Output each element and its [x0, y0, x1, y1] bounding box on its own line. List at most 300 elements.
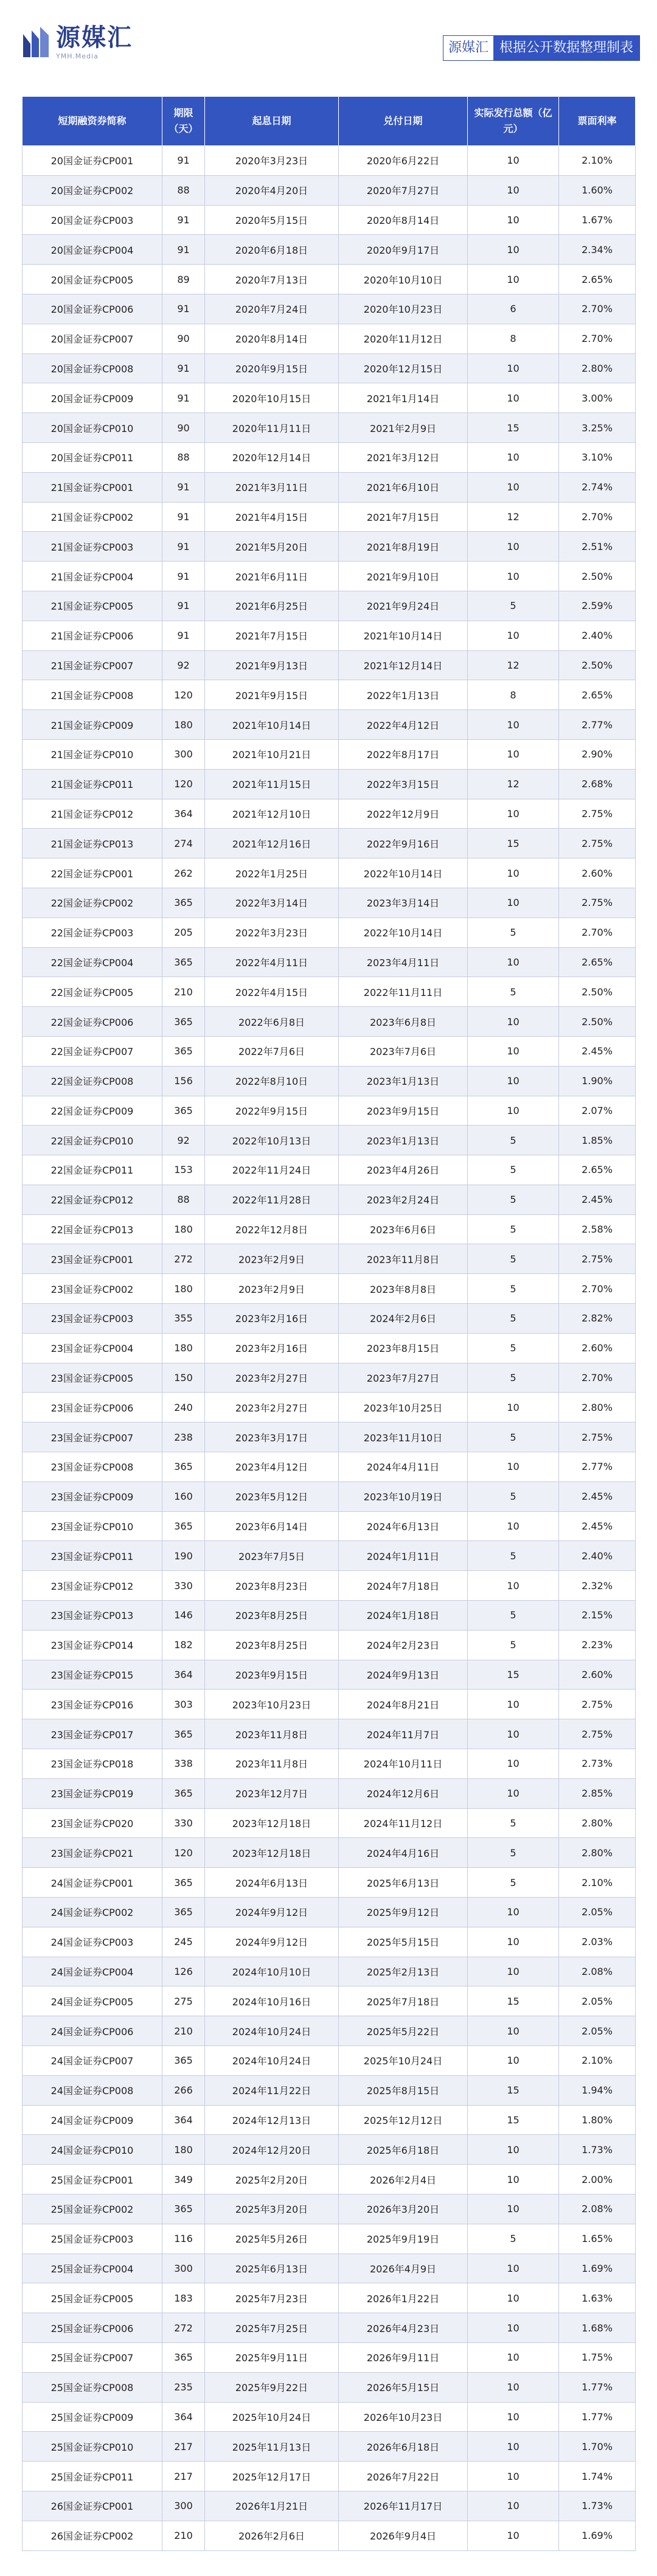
cell-name: 20国金证券CP006 [23, 294, 162, 324]
cell-value-date: 2024年10月10日 [205, 1957, 339, 1986]
cell-term: 300 [162, 739, 205, 769]
cell-value-date: 2023年11月8日 [205, 1749, 339, 1779]
cell-term: 210 [162, 2521, 205, 2550]
cell-coupon-rate: 2.00% [559, 2165, 636, 2195]
cell-maturity-date: 2025年5月22日 [339, 2016, 468, 2046]
cell-term: 235 [162, 2372, 205, 2402]
table-row [23, 1363, 636, 1393]
cell-value-date: 2023年2月9日 [205, 1274, 339, 1304]
cell-maturity-date: 2023年1月13日 [339, 1126, 468, 1155]
cell-name: 24国金证券CP010 [23, 2135, 162, 2165]
cell-issue-amount: 10 [468, 2135, 559, 2165]
cell-term: 245 [162, 1927, 205, 1957]
cell-coupon-rate: 2.75% [559, 829, 636, 858]
cell-coupon-rate: 2.65% [559, 265, 636, 294]
cell-coupon-rate: 2.08% [559, 1957, 636, 1986]
cell-name: 25国金证券CP006 [23, 2313, 162, 2343]
cell-issue-amount: 10 [468, 2046, 559, 2076]
cell-issue-amount: 15 [468, 1986, 559, 2016]
cell-maturity-date: 2020年12月15日 [339, 353, 468, 383]
cell-value-date: 2022年11月28日 [205, 1185, 339, 1214]
cell-issue-amount: 10 [468, 1927, 559, 1957]
cell-issue-amount: 10 [468, 1007, 559, 1037]
cell-value-date: 2020年3月23日 [205, 146, 339, 176]
cell-term: 338 [162, 1749, 205, 1779]
cell-value-date: 2025年5月26日 [205, 2224, 339, 2254]
cell-issue-amount: 8 [468, 324, 559, 353]
cell-maturity-date: 2023年8月15日 [339, 1333, 468, 1363]
cell-value-date: 2022年9月15日 [205, 1096, 339, 1126]
cell-value-date: 2020年6月18日 [205, 235, 339, 265]
cell-name: 22国金证券CP013 [23, 1214, 162, 1244]
cell-coupon-rate: 3.00% [559, 383, 636, 413]
cell-issue-amount: 8 [468, 680, 559, 710]
cell-issue-amount: 5 [468, 1601, 559, 1631]
cell-name: 21国金证券CP001 [23, 472, 162, 502]
cell-value-date: 2023年2月27日 [205, 1393, 339, 1422]
cell-name: 20国金证券CP009 [23, 383, 162, 413]
cell-value-date: 2024年9月12日 [205, 1898, 339, 1927]
cell-issue-amount: 5 [468, 1808, 559, 1838]
cell-maturity-date: 2023年9月15日 [339, 1096, 468, 1126]
cell-coupon-rate: 2.10% [559, 1868, 636, 1898]
cell-issue-amount: 5 [468, 1630, 559, 1660]
cell-term: 146 [162, 1601, 205, 1631]
cell-term: 120 [162, 680, 205, 710]
cell-name: 21国金证券CP009 [23, 710, 162, 740]
cell-coupon-rate: 2.70% [559, 324, 636, 353]
cell-maturity-date: 2022年8月17日 [339, 739, 468, 769]
cell-value-date: 2020年7月24日 [205, 294, 339, 324]
cell-maturity-date: 2020年8月14日 [339, 205, 468, 235]
cell-issue-amount: 10 [468, 1571, 559, 1601]
table-row [23, 769, 636, 799]
cell-coupon-rate: 1.90% [559, 1066, 636, 1096]
cell-coupon-rate: 1.69% [559, 2254, 636, 2283]
cell-name: 22国金证券CP004 [23, 947, 162, 977]
table-row [23, 205, 636, 235]
table-row [23, 1096, 636, 1126]
cell-name: 20国金证券CP008 [23, 353, 162, 383]
cell-maturity-date: 2020年10月10日 [339, 265, 468, 294]
cell-issue-amount: 10 [468, 353, 559, 383]
cell-term: 272 [162, 1244, 205, 1274]
cell-term: 90 [162, 324, 205, 353]
table-row [23, 1868, 636, 1898]
cell-value-date: 2025年2月20日 [205, 2165, 339, 2195]
cell-coupon-rate: 1.73% [559, 2491, 636, 2521]
cell-term: 180 [162, 2135, 205, 2165]
cell-term: 365 [162, 1007, 205, 1037]
table-row [23, 1630, 636, 1660]
table-row [23, 1066, 636, 1096]
cell-coupon-rate: 2.75% [559, 1690, 636, 1719]
cell-issue-amount: 10 [468, 2342, 559, 2372]
cell-term: 364 [162, 799, 205, 829]
cell-maturity-date: 2022年10月14日 [339, 917, 468, 947]
table-row [23, 977, 636, 1007]
table-row [23, 265, 636, 294]
cell-coupon-rate: 1.69% [559, 2521, 636, 2550]
header-coupon-rate: 票面利率 [559, 97, 636, 146]
cell-name: 20国金证券CP004 [23, 235, 162, 265]
table-row [23, 1778, 636, 1808]
cell-name: 24国金证券CP004 [23, 1957, 162, 1986]
cell-value-date: 2023年2月16日 [205, 1333, 339, 1363]
cell-coupon-rate: 1.85% [559, 1126, 636, 1155]
cell-term: 92 [162, 650, 205, 680]
cell-value-date: 2022年11月24日 [205, 1155, 339, 1185]
cell-maturity-date: 2026年1月22日 [339, 2283, 468, 2313]
cell-issue-amount: 5 [468, 1838, 559, 1868]
table-row [23, 1808, 636, 1838]
cell-name: 21国金证券CP010 [23, 739, 162, 769]
cell-term: 349 [162, 2165, 205, 2195]
cell-coupon-rate: 2.65% [559, 1155, 636, 1185]
cell-maturity-date: 2021年10月14日 [339, 621, 468, 650]
cell-maturity-date: 2022年3月15日 [339, 769, 468, 799]
cell-coupon-rate: 1.77% [559, 2402, 636, 2432]
cell-value-date: 2021年7月15日 [205, 621, 339, 650]
cell-coupon-rate: 2.40% [559, 621, 636, 650]
cell-maturity-date: 2024年11月7日 [339, 1719, 468, 1749]
cell-maturity-date: 2021年3月12日 [339, 442, 468, 472]
brand-logo [22, 24, 133, 60]
cell-name: 22国金证券CP005 [23, 977, 162, 1007]
cell-issue-amount: 10 [468, 799, 559, 829]
cell-term: 160 [162, 1481, 205, 1511]
cell-term: 303 [162, 1690, 205, 1719]
cell-maturity-date: 2022年9月16日 [339, 829, 468, 858]
table-header-row [23, 97, 636, 146]
cell-coupon-rate: 2.45% [559, 1481, 636, 1511]
cell-name: 21国金证券CP004 [23, 562, 162, 591]
cell-issue-amount: 10 [468, 1957, 559, 1986]
cell-term: 365 [162, 1778, 205, 1808]
cell-maturity-date: 2021年9月24日 [339, 591, 468, 621]
cell-value-date: 2021年9月13日 [205, 650, 339, 680]
cell-name: 23国金证券CP008 [23, 1452, 162, 1482]
cell-value-date: 2025年3月20日 [205, 2194, 339, 2224]
cell-term: 205 [162, 917, 205, 947]
cell-term: 365 [162, 1719, 205, 1749]
cell-issue-amount: 10 [468, 1066, 559, 1096]
cell-name: 26国金证券CP002 [23, 2521, 162, 2550]
cell-value-date: 2026年2月6日 [205, 2521, 339, 2550]
cell-issue-amount: 10 [468, 235, 559, 265]
cell-maturity-date: 2023年2月24日 [339, 1185, 468, 1214]
cell-coupon-rate: 2.50% [559, 1007, 636, 1037]
cell-coupon-rate: 2.82% [559, 1304, 636, 1334]
cell-coupon-rate: 2.70% [559, 1363, 636, 1393]
cell-coupon-rate: 2.70% [559, 1274, 636, 1304]
cell-value-date: 2020年9月15日 [205, 353, 339, 383]
cell-issue-amount: 10 [468, 2254, 559, 2283]
cell-maturity-date: 2024年6月13日 [339, 1511, 468, 1541]
cell-term: 262 [162, 858, 205, 888]
cell-issue-amount: 10 [468, 739, 559, 769]
cell-coupon-rate: 1.67% [559, 205, 636, 235]
cell-name: 22国金证券CP002 [23, 888, 162, 917]
cell-term: 150 [162, 1363, 205, 1393]
cell-term: 180 [162, 1274, 205, 1304]
table-row [23, 1511, 636, 1541]
table-row [23, 2432, 636, 2462]
table-row [23, 2313, 636, 2343]
cell-term: 365 [162, 888, 205, 917]
table-row [23, 2165, 636, 2195]
cell-value-date: 2025年7月25日 [205, 2313, 339, 2343]
cell-coupon-rate: 2.80% [559, 1808, 636, 1838]
cell-name: 23国金证券CP016 [23, 1690, 162, 1719]
cell-maturity-date: 2023年8月8日 [339, 1274, 468, 1304]
cell-maturity-date: 2026年11月17日 [339, 2491, 468, 2521]
cell-issue-amount: 10 [468, 383, 559, 413]
cell-maturity-date: 2020年9月17日 [339, 235, 468, 265]
brand-name: 源媒汇 [56, 24, 133, 52]
cell-issue-amount: 10 [468, 621, 559, 650]
cell-term: 365 [162, 1511, 205, 1541]
cell-value-date: 2024年10月16日 [205, 1986, 339, 2016]
table-row [23, 2016, 636, 2046]
table-row [23, 1126, 636, 1155]
cell-value-date: 2023年11月8日 [205, 1719, 339, 1749]
table-body [23, 146, 636, 2551]
cell-name: 22国金证券CP012 [23, 1185, 162, 1214]
cell-maturity-date: 2024年9月13日 [339, 1660, 468, 1690]
cell-maturity-date: 2022年12月9日 [339, 799, 468, 829]
cell-value-date: 2024年12月13日 [205, 2105, 339, 2135]
cell-term: 272 [162, 2313, 205, 2343]
cell-coupon-rate: 2.50% [559, 562, 636, 591]
cell-maturity-date: 2021年6月10日 [339, 472, 468, 502]
cell-issue-amount: 10 [468, 1898, 559, 1927]
cell-value-date: 2021年9月15日 [205, 680, 339, 710]
cell-coupon-rate: 2.70% [559, 294, 636, 324]
table-row [23, 562, 636, 591]
table-row [23, 1957, 636, 1986]
cell-value-date: 2020年10月15日 [205, 383, 339, 413]
cell-value-date: 2021年10月14日 [205, 710, 339, 740]
cell-value-date: 2022年7月6日 [205, 1036, 339, 1066]
cell-issue-amount: 12 [468, 650, 559, 680]
table-row [23, 917, 636, 947]
cell-maturity-date: 2025年6月13日 [339, 1868, 468, 1898]
cell-issue-amount: 5 [468, 1481, 559, 1511]
cell-name: 22国金证券CP008 [23, 1066, 162, 1096]
cell-issue-amount: 5 [468, 1363, 559, 1393]
cell-maturity-date: 2020年6月22日 [339, 146, 468, 176]
table-row [23, 2491, 636, 2521]
cell-issue-amount: 5 [468, 917, 559, 947]
cell-issue-amount: 10 [468, 2491, 559, 2521]
cell-term: 91 [162, 146, 205, 176]
table-row [23, 1481, 636, 1511]
cell-name: 22国金证券CP007 [23, 1036, 162, 1066]
cell-term: 364 [162, 2105, 205, 2135]
cell-coupon-rate: 2.50% [559, 650, 636, 680]
cell-name: 23国金证券CP007 [23, 1422, 162, 1452]
cell-coupon-rate: 2.68% [559, 769, 636, 799]
table-row [23, 1690, 636, 1719]
cell-term: 266 [162, 2075, 205, 2105]
source-tag-brand: 源媒汇 [443, 36, 493, 60]
cell-issue-amount: 10 [468, 265, 559, 294]
cell-coupon-rate: 2.32% [559, 1571, 636, 1601]
cell-issue-amount: 10 [468, 710, 559, 740]
cell-name: 23国金证券CP012 [23, 1571, 162, 1601]
cell-value-date: 2021年12月16日 [205, 829, 339, 858]
cell-maturity-date: 2025年7月18日 [339, 1986, 468, 2016]
cell-coupon-rate: 2.73% [559, 1749, 636, 1779]
table-row [23, 2402, 636, 2432]
table-row [23, 1660, 636, 1690]
cell-name: 23国金证券CP018 [23, 1749, 162, 1779]
cell-maturity-date: 2026年3月20日 [339, 2194, 468, 2224]
table-row [23, 829, 636, 858]
cell-term: 240 [162, 1393, 205, 1422]
cell-name: 25国金证券CP009 [23, 2402, 162, 2432]
cell-term: 364 [162, 2402, 205, 2432]
cell-maturity-date: 2021年9月10日 [339, 562, 468, 591]
cell-issue-amount: 10 [468, 562, 559, 591]
cell-term: 88 [162, 442, 205, 472]
cell-coupon-rate: 2.08% [559, 2194, 636, 2224]
table-row [23, 146, 636, 176]
table-row [23, 1155, 636, 1185]
cell-coupon-rate: 2.75% [559, 888, 636, 917]
cell-name: 21国金证券CP005 [23, 591, 162, 621]
cell-coupon-rate: 1.80% [559, 2105, 636, 2135]
cell-issue-amount: 5 [468, 591, 559, 621]
cell-value-date: 2022年8月10日 [205, 1066, 339, 1096]
table-row [23, 2075, 636, 2105]
cell-coupon-rate: 1.75% [559, 2342, 636, 2372]
table-row [23, 1036, 636, 1066]
cell-name: 21国金证券CP007 [23, 650, 162, 680]
table-row [23, 680, 636, 710]
cell-name: 21国金证券CP012 [23, 799, 162, 829]
cell-maturity-date: 2024年2月6日 [339, 1304, 468, 1334]
cell-value-date: 2020年11月11日 [205, 413, 339, 443]
table-row [23, 383, 636, 413]
cell-term: 91 [162, 383, 205, 413]
cell-coupon-rate: 2.77% [559, 1452, 636, 1482]
cell-term: 217 [162, 2432, 205, 2462]
cell-maturity-date: 2026年9月4日 [339, 2521, 468, 2550]
cell-coupon-rate: 2.80% [559, 1838, 636, 1868]
cell-issue-amount: 10 [468, 146, 559, 176]
cell-maturity-date: 2021年1月14日 [339, 383, 468, 413]
cell-value-date: 2022年4月15日 [205, 977, 339, 1007]
cell-name: 25国金证券CP003 [23, 2224, 162, 2254]
cell-coupon-rate: 1.63% [559, 2283, 636, 2313]
cell-coupon-rate: 3.25% [559, 413, 636, 443]
header-maturity-date: 兑付日期 [339, 97, 468, 146]
cell-term: 120 [162, 1838, 205, 1868]
cell-value-date: 2020年5月15日 [205, 205, 339, 235]
cell-name: 20国金证券CP010 [23, 413, 162, 443]
cell-coupon-rate: 2.60% [559, 1333, 636, 1363]
cell-issue-amount: 5 [468, 1541, 559, 1571]
table-row [23, 1541, 636, 1571]
cell-term: 91 [162, 562, 205, 591]
cell-term: 365 [162, 1868, 205, 1898]
cell-name: 24国金证券CP007 [23, 2046, 162, 2076]
table-row [23, 1452, 636, 1482]
table-row [23, 2135, 636, 2165]
cell-name: 23国金证券CP017 [23, 1719, 162, 1749]
cell-coupon-rate: 1.77% [559, 2372, 636, 2402]
cell-coupon-rate: 2.70% [559, 917, 636, 947]
cell-term: 91 [162, 472, 205, 502]
cell-value-date: 2021年4月15日 [205, 502, 339, 532]
cell-maturity-date: 2023年10月25日 [339, 1393, 468, 1422]
cell-maturity-date: 2025年9月19日 [339, 2224, 468, 2254]
cell-term: 365 [162, 2046, 205, 2076]
table-row [23, 591, 636, 621]
cell-term: 91 [162, 502, 205, 532]
cell-term: 88 [162, 1185, 205, 1214]
cell-term: 182 [162, 1630, 205, 1660]
cell-term: 190 [162, 1541, 205, 1571]
cell-term: 90 [162, 413, 205, 443]
cell-coupon-rate: 2.51% [559, 532, 636, 562]
cell-value-date: 2025年6月13日 [205, 2254, 339, 2283]
cell-term: 116 [162, 2224, 205, 2254]
cell-term: 275 [162, 1986, 205, 2016]
cell-issue-amount: 10 [468, 2521, 559, 2550]
cell-term: 180 [162, 1333, 205, 1363]
cell-maturity-date: 2023年4月26日 [339, 1155, 468, 1185]
cell-value-date: 2023年8月25日 [205, 1630, 339, 1660]
cell-coupon-rate: 2.40% [559, 1541, 636, 1571]
cell-maturity-date: 2023年6月8日 [339, 1007, 468, 1037]
cell-term: 330 [162, 1571, 205, 1601]
cell-issue-amount: 10 [468, 442, 559, 472]
cell-maturity-date: 2024年8月21日 [339, 1690, 468, 1719]
cell-name: 21国金证券CP002 [23, 502, 162, 532]
cell-issue-amount: 15 [468, 829, 559, 858]
cell-term: 156 [162, 1066, 205, 1096]
table-row [23, 947, 636, 977]
cell-coupon-rate: 2.65% [559, 680, 636, 710]
cell-name: 21国金证券CP003 [23, 532, 162, 562]
cell-issue-amount: 10 [468, 2432, 559, 2462]
table-row [23, 2046, 636, 2076]
cell-issue-amount: 10 [468, 2462, 559, 2491]
cell-coupon-rate: 2.80% [559, 353, 636, 383]
cell-name: 23国金证券CP019 [23, 1778, 162, 1808]
cell-name: 25国金证券CP008 [23, 2372, 162, 2402]
table-row [23, 442, 636, 472]
cell-maturity-date: 2023年11月8日 [339, 1244, 468, 1274]
cell-value-date: 2020年7月13日 [205, 265, 339, 294]
cell-value-date: 2021年12月10日 [205, 799, 339, 829]
cell-name: 24国金证券CP005 [23, 1986, 162, 2016]
cell-maturity-date: 2026年6月18日 [339, 2432, 468, 2462]
cell-term: 91 [162, 353, 205, 383]
cell-name: 23国金证券CP020 [23, 1808, 162, 1838]
table-row [23, 1214, 636, 1244]
cell-issue-amount: 10 [468, 2165, 559, 2195]
cell-name: 24国金证券CP003 [23, 1927, 162, 1957]
cell-value-date: 2023年2月9日 [205, 1244, 339, 1274]
cell-issue-amount: 15 [468, 2105, 559, 2135]
cell-name: 24国金证券CP002 [23, 1898, 162, 1927]
cell-term: 91 [162, 621, 205, 650]
cell-coupon-rate: 2.60% [559, 858, 636, 888]
